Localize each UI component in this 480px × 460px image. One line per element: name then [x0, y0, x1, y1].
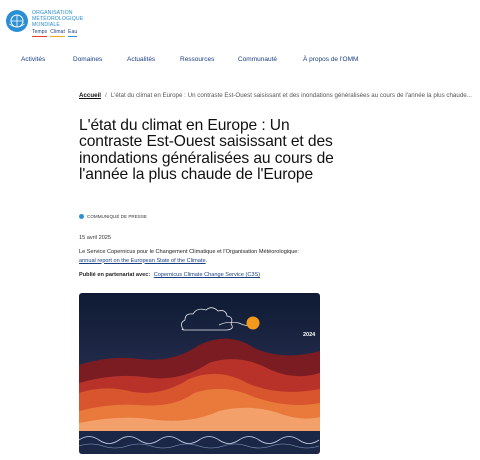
logo-sub-water: Eau	[68, 29, 78, 35]
logo-line2: MÉTÉOROLOGIQUE	[32, 16, 84, 22]
nav-item-about[interactable]: À propos de l'OMM	[303, 56, 359, 63]
nav-item-activities[interactable]: Activités	[21, 56, 46, 63]
tag-label: COMMUNIQUÉ DE PRESSE	[87, 214, 147, 219]
partner-label: Publié en partenariat avec:	[79, 272, 151, 278]
wmo-logo-text	[32, 10, 83, 37]
main-nav	[0, 56, 480, 66]
partner-line	[79, 272, 260, 278]
logo-tagline	[32, 29, 83, 37]
article-summary	[79, 248, 309, 265]
logo-sub-weather: Temps	[32, 29, 48, 35]
annual-report-link[interactable]: annual report on the European State of the Climate	[79, 257, 206, 264]
breadcrumb	[79, 92, 475, 99]
breadcrumb-current: L'état du climat en Europe : Un contraste Est-Ouest saisissant et des inondations généralisées au cours de l'année la plus chaude...	[110, 92, 472, 99]
nav-item-news[interactable]: Actualités	[127, 56, 156, 63]
site-header	[0, 0, 480, 42]
wmo-logo[interactable]	[6, 10, 83, 37]
hero-illustration	[79, 293, 320, 454]
article-type-tag	[79, 214, 147, 219]
nav-item-domains[interactable]: Domaines	[73, 56, 103, 63]
article-date: 15 avril 2025	[79, 235, 112, 241]
summary-end: .	[205, 257, 208, 264]
breadcrumb-home-link[interactable]: Accueil	[79, 92, 102, 99]
logo-sub-climate: Climat	[50, 29, 66, 35]
wmo-emblem-icon	[6, 10, 28, 32]
nav-item-community[interactable]: Communauté	[238, 56, 278, 63]
partner-link[interactable]: Copernicus Climate Change Service (C3S)	[153, 272, 261, 278]
sun-icon	[247, 317, 260, 330]
logo-line1: ORGANISATION	[32, 10, 73, 16]
tag-dot-icon	[79, 214, 84, 219]
nav-item-resources[interactable]: Ressources	[180, 56, 215, 63]
hero-illustration-svg	[79, 293, 320, 454]
page-title: L'état du climat en Europe : Un contraste Est-Ouest saisissant et des inondations généralisées au cours de l'année la plus chaude de l'Europe	[79, 117, 334, 183]
breadcrumb-separator: /	[105, 92, 107, 99]
logo-line3: MONDIALE	[32, 22, 60, 28]
hero-year-label: 2024	[303, 332, 316, 338]
summary-text: Le Service Copernicus pour le Changement Climatique et l'Organisation Météorologique:	[79, 249, 299, 255]
